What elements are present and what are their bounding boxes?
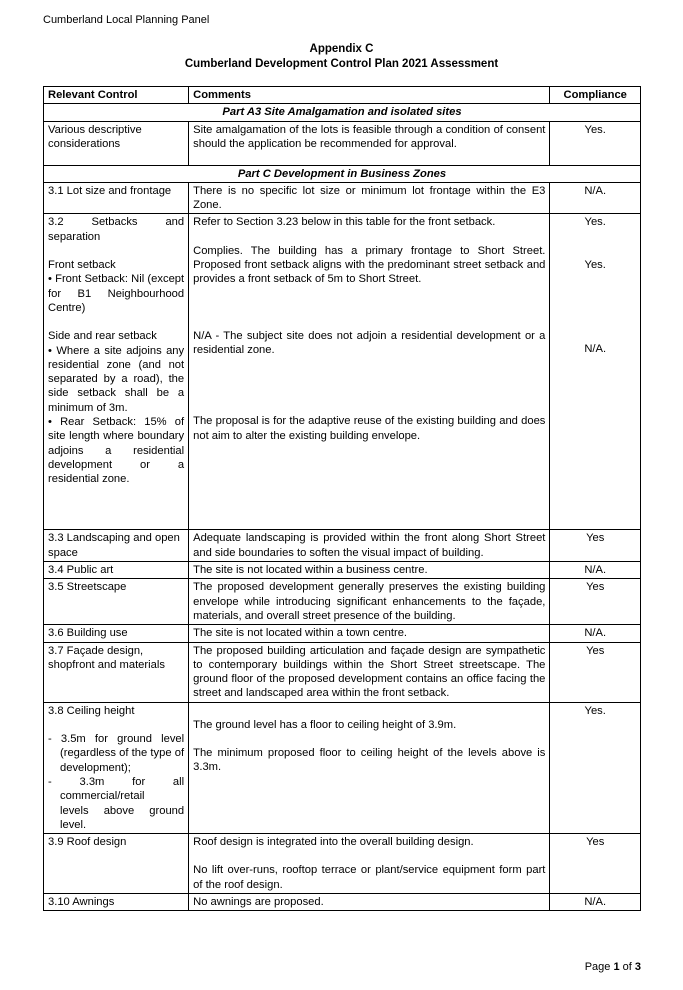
table-row [44, 625, 641, 642]
comment-cell [189, 214, 550, 530]
comment-cell: There is no specific lot size or minimum lot frontage within the E3 Zone. [189, 182, 550, 214]
control-text: • Front Setback: Nil (except for B1 Neighbourhood Centre) [48, 273, 185, 314]
control-cell: Various descriptive considerations [44, 121, 189, 165]
footer-mid: of [619, 961, 635, 973]
column-header: Relevant Control [44, 87, 189, 104]
compliance-cell [550, 214, 641, 530]
comment-cell [189, 702, 550, 833]
control-cell: 3.6 Building use [44, 625, 189, 642]
comment-text: Complies. The building has a primary frontage to Short Street. Proposed front setback aligns with the predominant street setback and provides a front setback of 5m to Short Street. [193, 244, 546, 286]
section-heading: Part A3 Site Amalgamation and isolated sites [44, 104, 641, 121]
compliance-cell: Yes [550, 530, 641, 562]
section-row [44, 165, 641, 182]
control-text: - 3.5m for ground level (regardless of the type of development); [48, 733, 185, 774]
comment-text: The ground level has a floor to ceiling height of 3.9m. [193, 718, 457, 731]
table-row [44, 702, 641, 833]
compliance-cell: N/A. [550, 894, 641, 911]
table-row [44, 894, 641, 911]
table-row [44, 530, 641, 562]
control-cell [44, 702, 189, 833]
control-cell: 3.5 Streetscape [44, 579, 189, 625]
compliance-text: N/A. [584, 343, 607, 356]
table-row [44, 214, 641, 530]
section-heading: Part C Development in Business Zones [44, 165, 641, 182]
control-cell: 3.9 Roof design [44, 834, 189, 894]
page-total: 3 [634, 961, 641, 973]
compliance-text: Yes. [584, 258, 606, 271]
table-row [44, 834, 641, 894]
compliance-cell: Yes [550, 579, 641, 625]
table-row [44, 121, 641, 165]
page-header: Cumberland Local Planning Panel [43, 14, 210, 26]
comment-cell: Adequate landscaping is provided within the front along Short Street and side boundaries to soften the visual impact of building. [189, 530, 550, 562]
control-cell [44, 214, 189, 530]
control-cell: 3.4 Public art [44, 562, 189, 579]
comment-text: The minimum proposed floor to ceiling height of the levels above is 3.3m. [193, 747, 546, 774]
compliance-cell: Yes [550, 834, 641, 894]
compliance-cell: Yes. [550, 121, 641, 165]
appendix-title: Appendix C [309, 43, 374, 55]
control-subheading: Side and rear setback [48, 330, 157, 343]
control-text: - 3.3m for all commercial/retail levels above ground level. [48, 775, 185, 831]
table-row [44, 642, 641, 702]
control-cell: 3.1 Lot size and frontage [44, 182, 189, 214]
control-subheading: Front setback [48, 259, 116, 272]
table-row [44, 562, 641, 579]
comment-cell: The proposed building articulation and façade design are sympathetic to contemporary buildings within the Short Street streetscape. The ground floor of the proposed development contains an office facing the street and landscaped area within the front setback. [189, 642, 550, 702]
control-text: 3.2 Setbacks and separation [48, 216, 185, 243]
comment-cell: The site is not located within a business centre. [189, 562, 550, 579]
control-text: 3.8 Ceiling height [48, 704, 135, 717]
comment-text: The proposal is for the adaptive reuse of the existing building and does not aim to alter the existing building envelope. [193, 415, 546, 442]
compliance-cell: N/A. [550, 182, 641, 214]
comment-cell: The site is not located within a town centre. [189, 625, 550, 642]
comment-cell [189, 834, 550, 894]
column-header: Compliance [550, 87, 641, 104]
table-row [44, 182, 641, 214]
document-title: Cumberland Development Control Plan 2021 Assessment [184, 58, 499, 70]
compliance-text: Yes. [584, 216, 606, 229]
comment-text: No lift over-runs, rooftop terrace or plant/service equipment form part of the roof design. [193, 864, 546, 891]
compliance-cell: Yes. [550, 702, 641, 833]
control-cell: 3.3 Landscaping and open space [44, 530, 189, 562]
comment-cell: No awnings are proposed. [189, 894, 550, 911]
table-row [44, 579, 641, 625]
table-header-row [44, 87, 641, 104]
comment-text: N/A - The subject site does not adjoin a residential development or a residential zone. [193, 329, 546, 356]
compliance-cell: Yes [550, 642, 641, 702]
column-header: Comments [189, 87, 550, 104]
comment-text: Refer to Section 3.23 below in this table for the front setback. [193, 216, 496, 229]
assessment-table [43, 86, 641, 911]
comment-cell: The proposed development generally preserves the existing building envelope while introducing significant enhancements to the façade, materials, and overall street presence of the building. [189, 579, 550, 625]
control-cell: 3.7 Façade design, shopfront and materials [44, 642, 189, 702]
compliance-cell: N/A. [550, 562, 641, 579]
control-text: • Rear Setback: 15% of site length where boundary adjoins a residential development or a residential zone. [48, 416, 185, 486]
compliance-cell: N/A. [550, 625, 641, 642]
page-footer [585, 961, 641, 973]
section-row [44, 104, 641, 121]
control-cell: 3.10 Awnings [44, 894, 189, 911]
footer-prefix: Page [584, 961, 614, 973]
control-text: • Where a site adjoins any residential zone (and not separated by a road), the side setback shall be a minimum of 3m. [48, 344, 185, 414]
page-number: 1 [613, 961, 620, 973]
comment-cell: Site amalgamation of the lots is feasible through a condition of consent should the application be recommended for approval. [189, 121, 550, 165]
comment-text: Roof design is integrated into the overall building design. [193, 836, 474, 849]
